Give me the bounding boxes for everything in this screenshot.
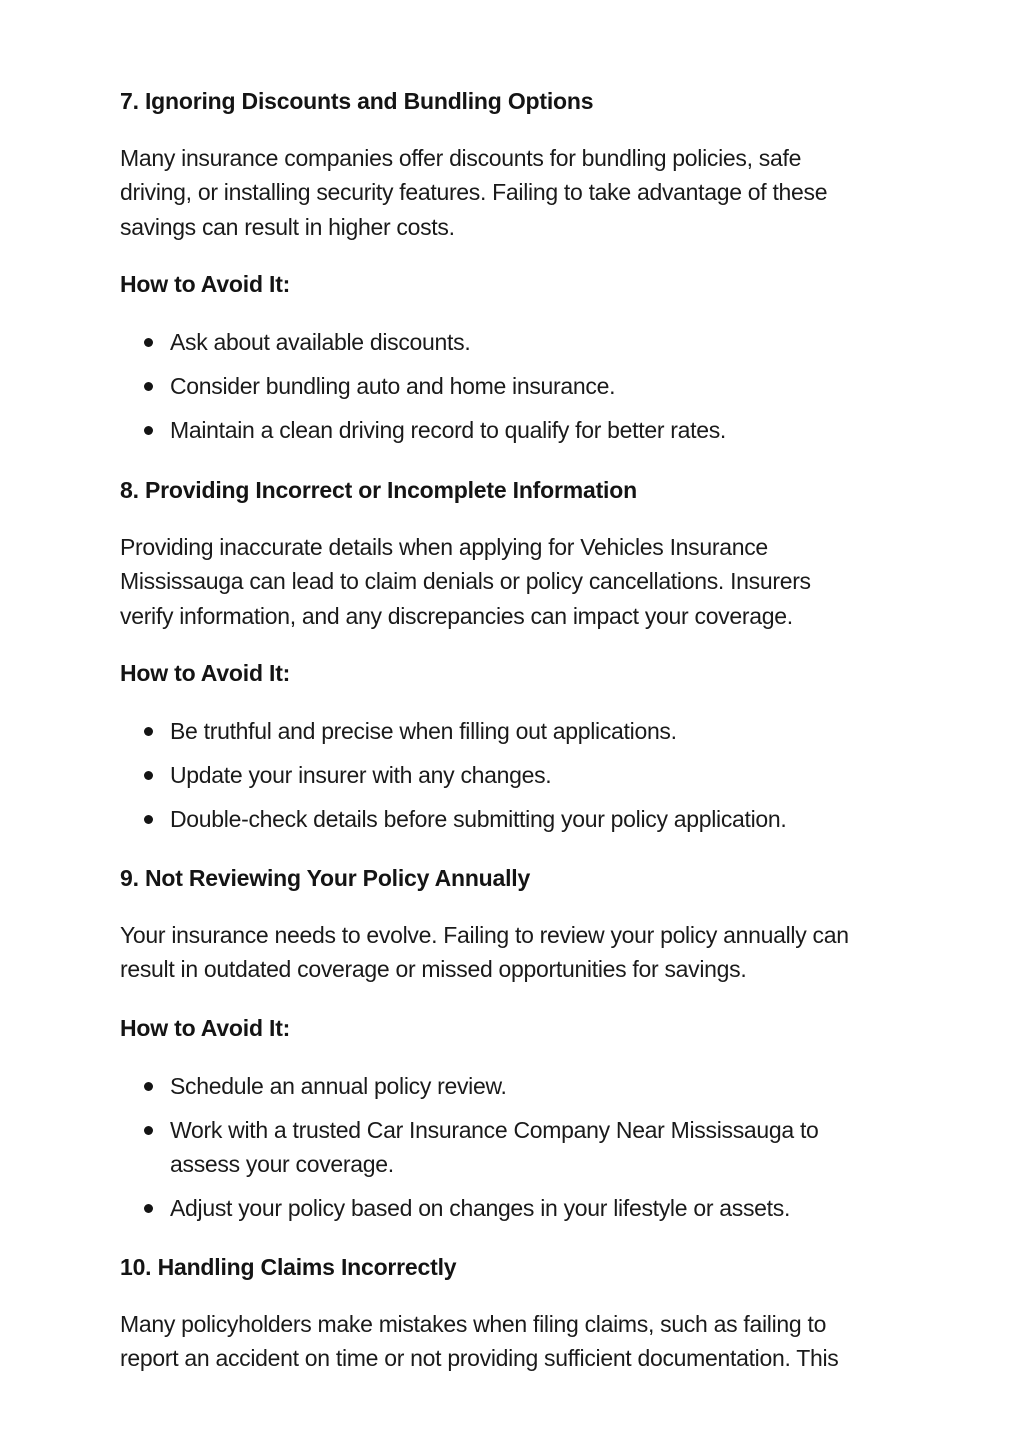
list-item: Maintain a clean driving record to qualify for better rates. bbox=[120, 413, 940, 447]
bullet-icon bbox=[144, 1082, 153, 1091]
bullet-list bbox=[120, 1069, 940, 1226]
list-item: Consider bundling auto and home insurance. bbox=[120, 369, 940, 403]
bullet-icon bbox=[144, 338, 153, 347]
bullet-list bbox=[120, 714, 940, 836]
list-item: Work with a trusted Car Insurance Company Near Mississauga to assess your coverage. bbox=[120, 1113, 940, 1182]
list-item: Ask about available discounts. bbox=[120, 325, 940, 359]
list-item: Double-check details before submitting your policy application. bbox=[120, 802, 940, 836]
section-7 bbox=[120, 84, 940, 457]
section-9 bbox=[120, 861, 940, 1235]
bullet-icon bbox=[144, 382, 153, 391]
section-10 bbox=[120, 1250, 940, 1376]
section-heading: 7. Ignoring Discounts and Bundling Options bbox=[120, 88, 594, 114]
how-to-avoid-heading: How to Avoid It: bbox=[120, 659, 291, 686]
section-heading: 8. Providing Incorrect or Incomplete Information bbox=[120, 477, 637, 503]
list-item: Adjust your policy based on changes in your lifestyle or assets. bbox=[120, 1191, 940, 1225]
bullet-icon bbox=[144, 1126, 153, 1135]
section-paragraph: Providing inaccurate details when applying for Vehicles Insurance Mississauga can lead to claim denials or policy cancellations. Insurers verify information, and any discrepancies can impact your coverage. bbox=[120, 534, 811, 629]
section-8 bbox=[120, 473, 940, 846]
list-item: Schedule an annual policy review. bbox=[120, 1069, 940, 1103]
section-paragraph: Many insurance companies offer discounts for bundling policies, safe driving, or installing security features. Failing to take advantage of these savings can result in higher costs. bbox=[120, 145, 828, 240]
bullet-icon bbox=[144, 771, 153, 780]
bullet-icon bbox=[144, 727, 153, 736]
bullet-icon bbox=[144, 426, 153, 435]
how-to-avoid-heading: How to Avoid It: bbox=[120, 270, 291, 297]
list-item: Update your insurer with any changes. bbox=[120, 758, 940, 792]
section-heading: 9. Not Reviewing Your Policy Annually bbox=[120, 865, 531, 891]
bullet-icon bbox=[144, 1204, 153, 1213]
section-paragraph: Many policyholders make mistakes when filing claims, such as failing to report an accident on time or not providing sufficient documentation. This bbox=[120, 1311, 839, 1372]
list-item: Be truthful and precise when filling out applications. bbox=[120, 714, 940, 748]
how-to-avoid-heading: How to Avoid It: bbox=[120, 1014, 291, 1041]
bullet-icon bbox=[144, 815, 153, 824]
section-paragraph: Your insurance needs to evolve. Failing to review your policy annually can result in outdated coverage or missed opportunities for savings. bbox=[120, 922, 849, 983]
section-heading: 10. Handling Claims Incorrectly bbox=[120, 1254, 457, 1280]
bullet-list bbox=[120, 325, 940, 447]
